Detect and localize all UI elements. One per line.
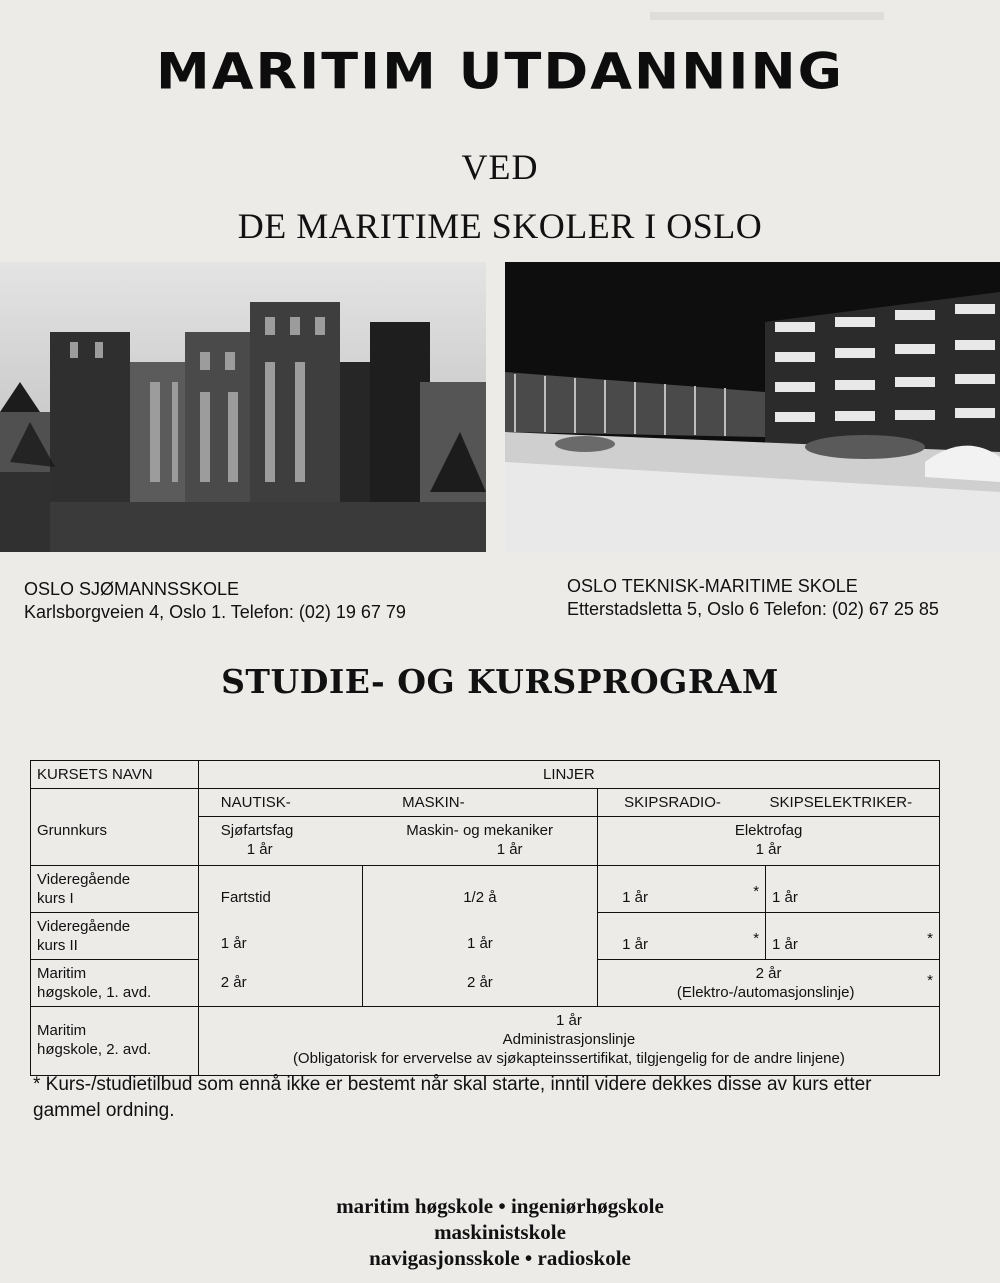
school-name: OSLO SJØMANNSSKOLE [24, 579, 240, 599]
cell-text [198, 912, 362, 959]
column-skipselektriker: SKIPSELEKTRIKER- [766, 789, 940, 817]
cell-text: Maskin- og mekaniker [406, 822, 553, 839]
cell-text [598, 817, 940, 866]
cell-text [766, 912, 940, 959]
page-title: MARITIM UTDANNING [156, 42, 844, 101]
asterisk-mark: * [927, 929, 933, 947]
asterisk-mark: * [753, 882, 760, 900]
footer-line: maskinistskole [434, 1220, 566, 1244]
building-illustration [0, 262, 486, 552]
page-subtitle: DE MARITIME SKOLER I OSLO [237, 206, 763, 246]
cell-text [198, 959, 362, 1006]
cell-duration: 2 år [755, 964, 782, 982]
cell-duration: 1 år [755, 841, 782, 858]
school-caption-1 [24, 578, 406, 624]
cell-text [198, 1006, 939, 1075]
cell-text: Administrasjonslinje [502, 1030, 636, 1048]
cell-text [362, 912, 598, 959]
row-label-line: Videregående [37, 870, 131, 888]
building-illustration [505, 262, 1000, 552]
row-label [31, 1006, 199, 1075]
row-label-line: Maritim [37, 964, 87, 982]
cell-text [362, 865, 598, 912]
row-label-line: høgskole, 1. avd. [37, 983, 152, 1001]
school-name: OSLO TEKNISK-MARITIME SKOLE [567, 576, 858, 596]
row-label-line: Maritim [37, 1021, 87, 1039]
cell-text [362, 959, 598, 1006]
section-title: STUDIE- OG KURSPROGRAM [221, 662, 779, 701]
course-program-table [30, 760, 940, 1076]
cell-note: (Elektro-/automasjonslinje) [676, 983, 855, 1001]
table-row [31, 761, 940, 789]
table-row [31, 817, 940, 866]
cell-text [598, 959, 940, 1006]
column-skipsradio: SKIPSRADIO- [598, 789, 766, 817]
footer-line: maritim høgskole • ingeniørhøgskole [336, 1194, 664, 1218]
row-label-line: Videregående [37, 917, 131, 935]
row-label [31, 865, 199, 912]
photo-oslo-sjomannsskole [0, 262, 486, 552]
cell-note: (Obligatorisk for ervervelse av sjøkapteinssertifikat, tilgjengelig for de andre linjene) [292, 1049, 845, 1067]
school-address: Etterstadsletta 5, Oslo 6 Telefon: (02) 67 25 85 [567, 599, 939, 619]
cell-text: Elektrofag [734, 822, 803, 839]
cell-text [598, 865, 766, 912]
table-row [31, 865, 940, 912]
cell-text: 1/2 å [463, 888, 497, 906]
table-row [31, 1006, 940, 1075]
cell-duration: 1 år [555, 1011, 582, 1029]
table-row [31, 912, 940, 959]
row-label-line: kurs II [37, 936, 78, 954]
cell-text [198, 865, 362, 912]
footer [0, 1193, 1000, 1271]
footer-line: navigasjonsskole • radioskole [369, 1246, 631, 1270]
cell-text: 1 år [220, 935, 247, 952]
row-label: Grunnkurs [31, 817, 199, 866]
cell-text: 1 år [622, 935, 649, 953]
asterisk-mark: * [753, 929, 760, 947]
cell-text: Sjøfartsfag [220, 822, 294, 839]
cell-text: 1 år [772, 888, 798, 906]
row-label-line: høgskole, 2. avd. [37, 1040, 152, 1058]
cell-text: 1 år [622, 888, 649, 906]
cell-text [766, 865, 940, 912]
asterisk-mark: * [927, 971, 933, 989]
school-address: Karlsborgveien 4, Oslo 1. Telefon: (02) 19 67 79 [24, 602, 406, 622]
cell-text: Fartstid [220, 888, 271, 906]
empty-cell [31, 789, 199, 817]
cell-text [362, 817, 598, 866]
cell-text [598, 912, 766, 959]
table-row [31, 789, 940, 817]
title-connector: VED [461, 147, 539, 187]
cell-duration: 1 år [496, 841, 523, 858]
footnote: * Kurs-/studietilbud som ennå ikke er bestemt når skal starte, inntil videre dekkes disse av kurs etter gammel ordning. [33, 1074, 872, 1121]
row-label [31, 912, 199, 959]
cell-text: 1 år [466, 935, 493, 952]
photo-oslo-teknisk-maritime-skole [505, 262, 1000, 552]
header-course-name: KURSETS NAVN [31, 761, 199, 789]
column-nautisk: NAUTISK- [198, 789, 362, 817]
cell-text: 2 år [220, 974, 247, 991]
cell-text: 1 år [772, 935, 798, 953]
cell-duration: 1 år [246, 841, 273, 858]
column-maskin: MASKIN- [362, 789, 598, 817]
cell-text: 2 år [466, 974, 493, 991]
cell-text [198, 817, 362, 866]
row-label-line: kurs I [37, 889, 74, 907]
bleed-through-texture: ▬▬▬▬▬▬▬▬▬ [650, 0, 884, 26]
table-row [31, 959, 940, 1006]
school-caption-2 [567, 575, 939, 621]
header-lines: LINJER [198, 761, 939, 789]
row-label [31, 959, 199, 1006]
